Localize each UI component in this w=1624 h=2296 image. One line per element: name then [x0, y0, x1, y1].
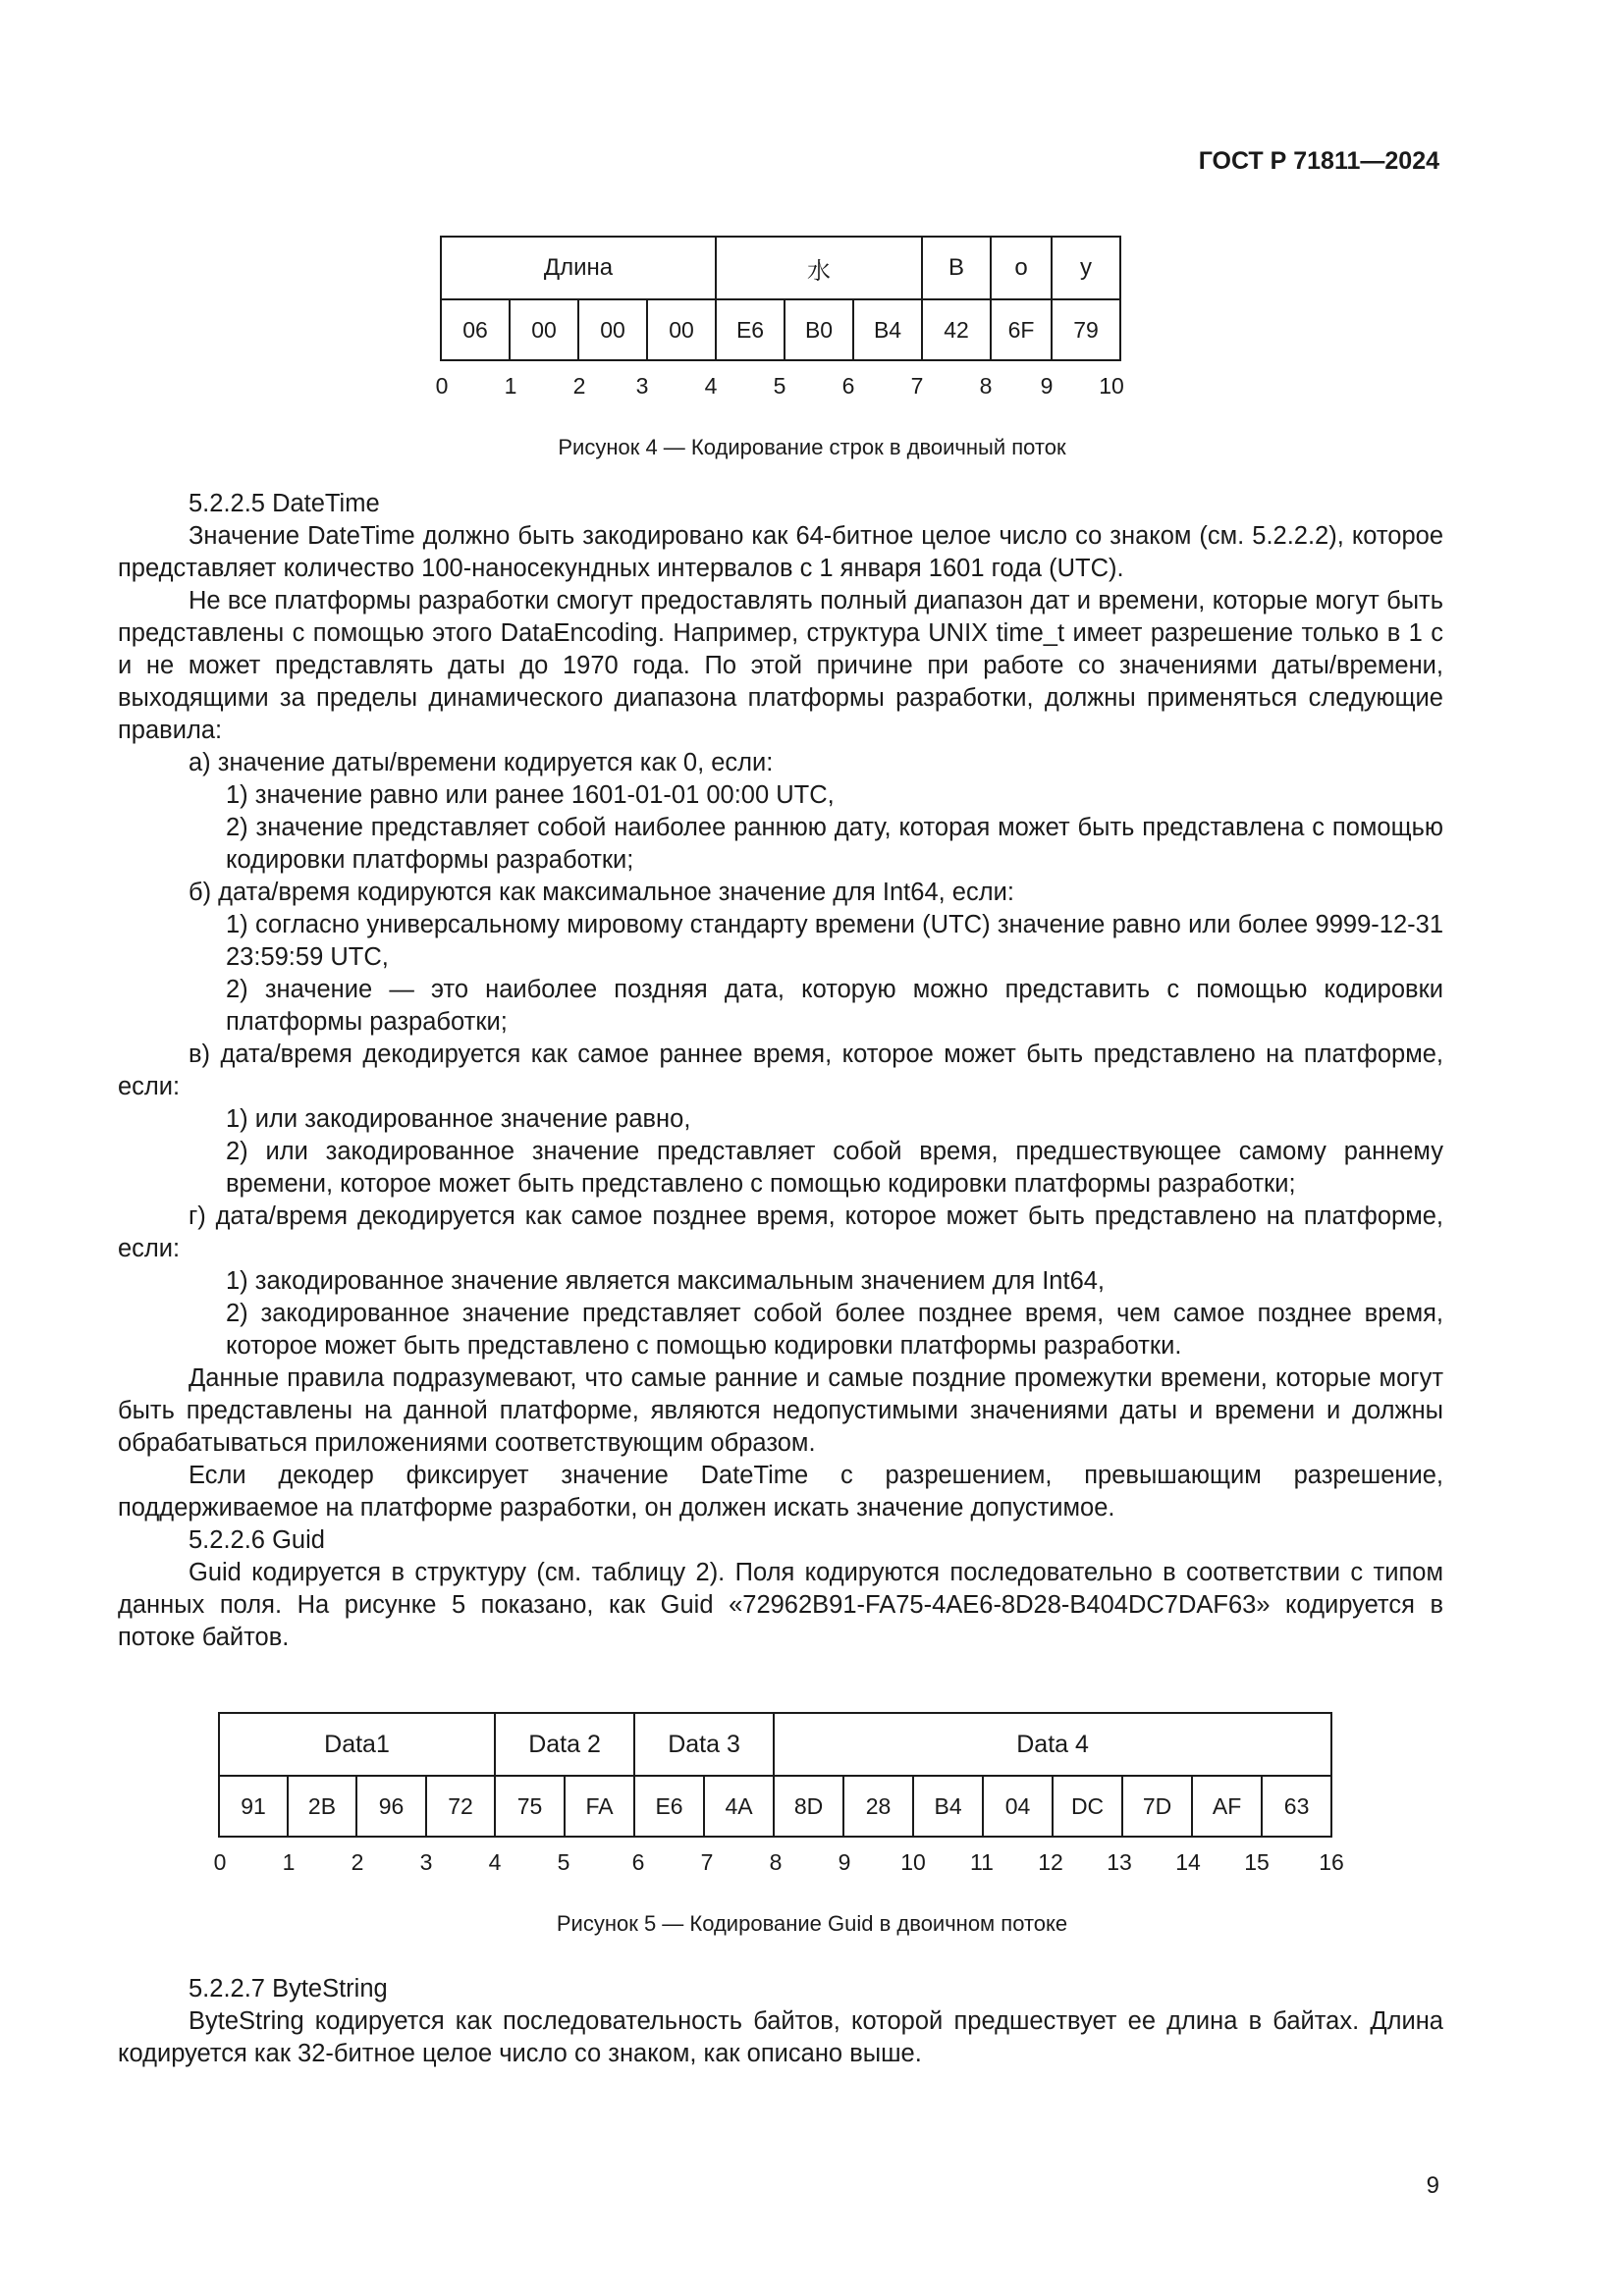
paragraph: ByteString кодируется как последовательность байтов, которой предшествует ее длина в байтах. Длина кодируется как 32-битное целое число со знаком, как описано выше. — [118, 2007, 1443, 2067]
list-subitem: 1) или закодированное значение равно, — [226, 1105, 691, 1133]
tick-label: 5 — [557, 1849, 570, 1875]
group-length: Длина — [441, 237, 716, 299]
tick-label: 15 — [1244, 1849, 1270, 1875]
tick-label: 9 — [838, 1849, 851, 1875]
tick-label: 7 — [700, 1849, 714, 1875]
byte-cell: 79 — [1052, 299, 1120, 360]
section-heading-guid: 5.2.2.6 Guid — [189, 1526, 325, 1554]
group-data3: Data 3 — [634, 1713, 774, 1776]
figure-5-caption: Рисунок 5 — Кодирование Guid в двоичном потоке — [556, 1911, 1068, 1936]
tick-label: 0 — [435, 373, 449, 399]
paragraph: Не все платформы разработки смогут предоставлять полный диапазон дат и времени, которые могут быть представлены с помощью этого DataEncoding. Например, структура UNIX time_t имеет разрешение только в 1 с и не может представлять даты до 1970 года. По этой причине при работе со значениями даты/времени, выходящими за пределы динамического диапазона платформы разработки, должны применяться следующие правила: — [118, 587, 1443, 744]
tick-label: 10 — [900, 1849, 926, 1875]
byte-cell: 28 — [843, 1776, 913, 1837]
body-text — [118, 488, 1443, 1654]
byte-cell: 7D — [1122, 1776, 1192, 1837]
byte-offset-axis — [213, 1849, 1344, 1879]
guid-encoding-table — [218, 1712, 1332, 1838]
byte-cell: E6 — [716, 299, 785, 360]
byte-cell: 00 — [647, 299, 716, 360]
group-data1: Data1 — [219, 1713, 495, 1776]
byte-cell: 06 — [441, 299, 510, 360]
byte-cell: AF — [1192, 1776, 1262, 1837]
section-heading-datetime: 5.2.2.5 DateTime — [189, 490, 380, 517]
tick-label: 12 — [1038, 1849, 1063, 1875]
list-subitem: 1) согласно универсальному мировому стандарту времени (UTC) значение равно или более 9999-12-31 23:59:59 UTC, — [226, 911, 1443, 971]
byte-cell: 4A — [704, 1776, 774, 1837]
tick-label: 3 — [635, 373, 649, 399]
paragraph: Guid кодируется в структуру (см. таблицу 2). Поля кодируются последовательно в соответствии с типом данных поля. На рисунке 5 показано, как Guid «72962B91-FA75-4AE6-8D28-B404DC7DAF63» кодируется в потоке байтов. — [118, 1559, 1443, 1651]
byte-cell: B4 — [913, 1776, 983, 1837]
tick-label: 14 — [1175, 1849, 1201, 1875]
tick-label: 2 — [351, 1849, 364, 1875]
byte-cell: B0 — [785, 299, 853, 360]
byte-cell: 04 — [983, 1776, 1053, 1837]
byte-cell: B4 — [853, 299, 922, 360]
byte-cell: 75 — [495, 1776, 565, 1837]
tick-label: 6 — [841, 373, 855, 399]
tick-label: 8 — [769, 1849, 783, 1875]
byte-cell: 42 — [922, 299, 991, 360]
byte-cell: E6 — [634, 1776, 704, 1837]
tick-label: 7 — [910, 373, 924, 399]
tick-label: 1 — [504, 373, 517, 399]
byte-cell: 91 — [219, 1776, 288, 1837]
byte-cell: 8D — [774, 1776, 843, 1837]
byte-cell: 63 — [1262, 1776, 1331, 1837]
list-subitem: 2) или закодированное значение представляет собой время, предшествующее самому раннему времени, которое может быть представлено с помощью кодировки платформы разработки; — [226, 1138, 1443, 1198]
byte-cell: 96 — [356, 1776, 426, 1837]
group-char-3: о — [991, 237, 1052, 299]
list-subitem: 2) закодированное значение представляет собой более позднее время, чем самое позднее время, которое может быть представлено с помощью кодировки платформы разработки. — [226, 1300, 1443, 1360]
figure-4-caption: Рисунок 4 — Кодирование строк в двоичный поток — [558, 435, 1066, 459]
list-subitem: 1) значение равно или ранее 1601-01-01 00:00 UTC, — [226, 781, 835, 809]
byte-cell: 00 — [510, 299, 578, 360]
tick-label: 3 — [419, 1849, 433, 1875]
string-encoding-table — [440, 236, 1121, 361]
tick-label: 1 — [282, 1849, 296, 1875]
group-data2: Data 2 — [495, 1713, 634, 1776]
group-data4: Data 4 — [774, 1713, 1331, 1776]
document-code: ГОСТ Р 71811—2024 — [1198, 147, 1439, 175]
paragraph: Данные правила подразумевают, что самые ранние и самые поздние промежутки времени, которые могут быть представлены на данной платформе, являются недопустимыми значениями даты и времени и должны обрабатываться приложениями соответствующим образом. — [118, 1364, 1443, 1457]
tick-label: 4 — [704, 373, 718, 399]
byte-cell: FA — [565, 1776, 634, 1837]
tick-label: 6 — [631, 1849, 645, 1875]
byte-cell: 6F — [991, 299, 1052, 360]
tick-label: 5 — [773, 373, 786, 399]
byte-cell: 72 — [426, 1776, 495, 1837]
list-item: а) значение даты/времени кодируется как 0, если: — [189, 749, 774, 776]
tick-label: 13 — [1107, 1849, 1132, 1875]
tick-label: 2 — [572, 373, 586, 399]
page-number: 9 — [1426, 2172, 1439, 2199]
list-subitem: 2) значение представляет собой наиболее раннюю дату, которая может быть представлена с помощью кодировки платформы разработки; — [226, 814, 1443, 874]
section-heading-bytestring: 5.2.2.7 ByteString — [189, 1975, 388, 2002]
byte-cell: DC — [1053, 1776, 1122, 1837]
list-item: б) дата/время кодируются как максимальное значение для Int64, если: — [189, 879, 1014, 906]
list-item: г) дата/время декодируется как самое позднее время, которое может быть представлено на платформе, если: — [118, 1202, 1443, 1262]
byte-offset-axis — [435, 373, 1127, 402]
byte-cell: 2B — [288, 1776, 356, 1837]
list-subitem: 2) значение — это наиболее поздняя дата, которую можно представить с помощью кодировки платформы разработки; — [226, 976, 1443, 1036]
byte-cell: 00 — [578, 299, 647, 360]
tick-label: 8 — [979, 373, 993, 399]
group-char-1: 水 — [716, 237, 922, 299]
group-char-2: В — [922, 237, 991, 299]
tick-label: 11 — [970, 1849, 994, 1875]
figure-5 — [213, 1712, 1344, 1889]
bytestring-section — [118, 1973, 1443, 2070]
list-subitem: 1) закодированное значение является максимальным значением для Int64, — [226, 1267, 1106, 1295]
tick-label: 16 — [1319, 1849, 1344, 1875]
group-char-4: у — [1052, 237, 1120, 299]
paragraph: Значение DateTime должно быть закодировано как 64-битное целое число со знаком (см. 5.2.2.2), которое представляет количество 100-наносекундных интервалов с 1 января 1601 года (UTC). — [118, 522, 1443, 582]
tick-label: 10 — [1099, 373, 1124, 399]
tick-label: 0 — [213, 1849, 227, 1875]
list-item: в) дата/время декодируется как самое раннее время, которое может быть представлено на платформе, если: — [118, 1041, 1443, 1100]
paragraph: Если декодер фиксирует значение DateTime с разрешением, превышающим разрешение, поддерживаемое на платформе разработки, он должен искать значение допустимое. — [118, 1462, 1443, 1522]
tick-label: 9 — [1040, 373, 1054, 399]
tick-label: 4 — [488, 1849, 502, 1875]
